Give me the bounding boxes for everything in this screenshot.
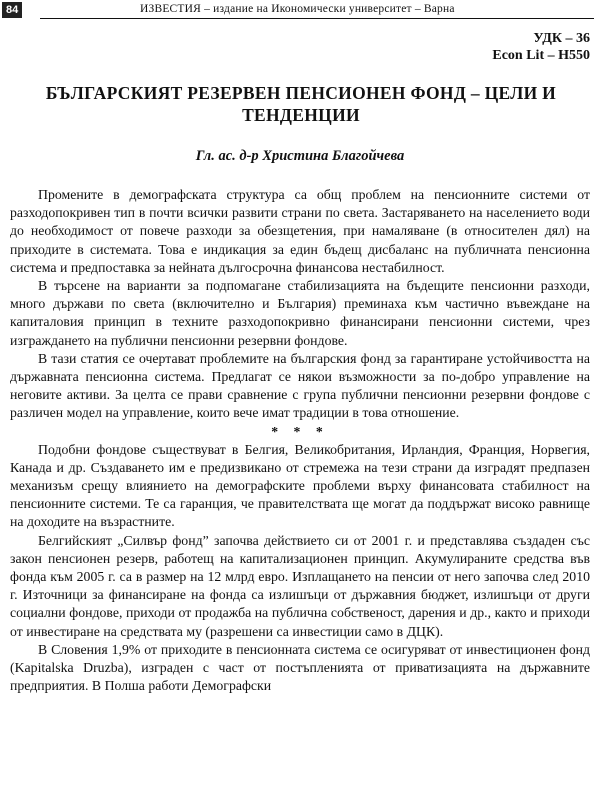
section-separator: * * * — [271, 423, 329, 439]
article-author: Гл. ас. д-р Христина Благойчева — [195, 148, 405, 164]
abstract-paragraph: В тази статия се очертават проблемите на българския фонд за гарантиране устойчивостта на държавната пенсионна система. Предлагат се някои възможности за по-добро управление на неговите активи. За целта се прави сравнение с група публични пенсионни резервни фондове с различен модел на управление, които вече имат традиции в това отношение. — [10, 350, 590, 421]
classification-codes — [492, 30, 590, 64]
abstract-paragraph: В търсене на варианти за подпомагане стабилизацията на бъдещите пенсионни разходи, много държави по света (включително и България) преминаха към частично въвеждане на капиталовия принцип в техните разходопокривно финансирани пенсионни системи, чрез изграждането на публични пенсионни резервни фондове. — [10, 278, 590, 348]
page-number: 84 — [2, 2, 22, 18]
udk-code: УДК – 36 — [533, 31, 590, 46]
article-body — [10, 186, 590, 695]
econlit-code: Econ Lit – H550 — [492, 48, 590, 63]
page-header — [0, 0, 600, 22]
running-head: ИЗВЕСТИЯ – издание на Икономически университет – Варна — [140, 3, 455, 15]
body-paragraph: В Словения 1,9% от приходите в пенсионната система се осигуряват от инвестиционен фонд (Kapitalska Druzba), изграден с част от постъпленията от приватизацията на държавните предприятия. В Полша работи Демографски — [10, 641, 590, 694]
header-rule — [40, 18, 594, 19]
abstract-paragraph: Промените в демографската структура са общ проблем на пенсионните системи от разходопокривен тип в почти всички развити страни по света. Застаряването на населението води до необходимост от повече разходи за обезщетения, при намаляване (в относителен дял) на приходите в системата. Това е индикация за един бъдещ дисбаланс на публичната пенсионна система и предпоставка за нейната дългосрочна финансова нестабилност. — [10, 187, 590, 275]
body-paragraph: Подобни фондове съществуват в Белгия, Великобритания, Ирландия, Франция, Норвегия, Канада и др. Създаването им е предизвикано от стремежа на тези страни да изградят предпазен механизъм срещу влиянието на демографските проблеми върху финансовата стабилност на пенсионните системи. Те са гаранция, че правителствата ще могат да поддържат високо равнище на доходите на възрастните. — [10, 441, 590, 530]
body-paragraph: Белгийският „Силвър фонд” започва действието си от 2001 г. и представлява създаден със закон пенсионен резерв, работещ на капитализационен принцип. Акумулираните средства във фонда към 2005 г. са в размер на 12 млрд евро. Изплащането на пенсии от него започва след 2010 г. Източници за финансиране на фонда са излишъци от държавния бюджет, излишъци от други социални фондове, приходи от продажба на публична собственост, дарения и др., както и приходи от инвестиране на средствата му (разрешени са инвестиции само в ДЦК). — [10, 532, 590, 639]
article-title: БЪЛГАРСКИЯТ РЕЗЕРВЕН ПЕНСИОНЕН ФОНД – ЦЕЛИ И ТЕНДЕНЦИИ — [45, 83, 557, 125]
